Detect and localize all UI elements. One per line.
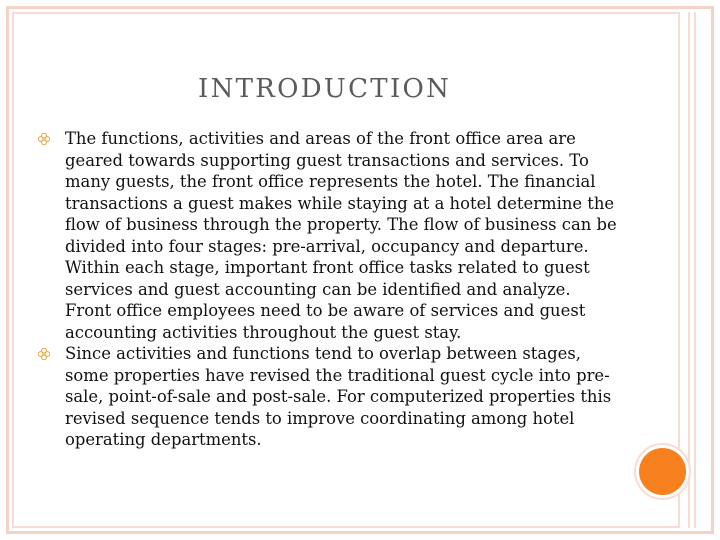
bullet-text: The functions, activities and areas of the front office area are geared towards supporting guest transactions and services. To many guests, the front office represents the hotel. The financial transactions a guest makes while staying at a hotel determine the flow of business through the property. The flow of business can be divided into four stages: pre-arrival, occupancy and departure. Within each stage, important front office tasks related to guest services and guest accounting can be identified and analyze. Front office employees need to be aware of services and guest accounting activities throughout the guest stay.	[65, 129, 617, 342]
flower-bullet-icon	[38, 133, 50, 145]
bullet-item	[38, 343, 618, 451]
bullet-list	[38, 128, 618, 451]
slide-title: INTRODUCTION	[198, 74, 452, 104]
right-border-rule-outer	[694, 12, 696, 528]
right-border-rule	[688, 12, 690, 528]
bullet-text: Since activities and functions tend to overlap between stages, some properties have revised the traditional guest cycle into pre-sale, point-of-sale and post-sale. For computerized properties this revised sequence tends to improve coordinating among hotel operating departments.	[65, 344, 612, 449]
flower-bullet-icon	[38, 348, 50, 360]
bullet-item	[38, 128, 618, 343]
orange-circle-icon	[639, 448, 686, 495]
